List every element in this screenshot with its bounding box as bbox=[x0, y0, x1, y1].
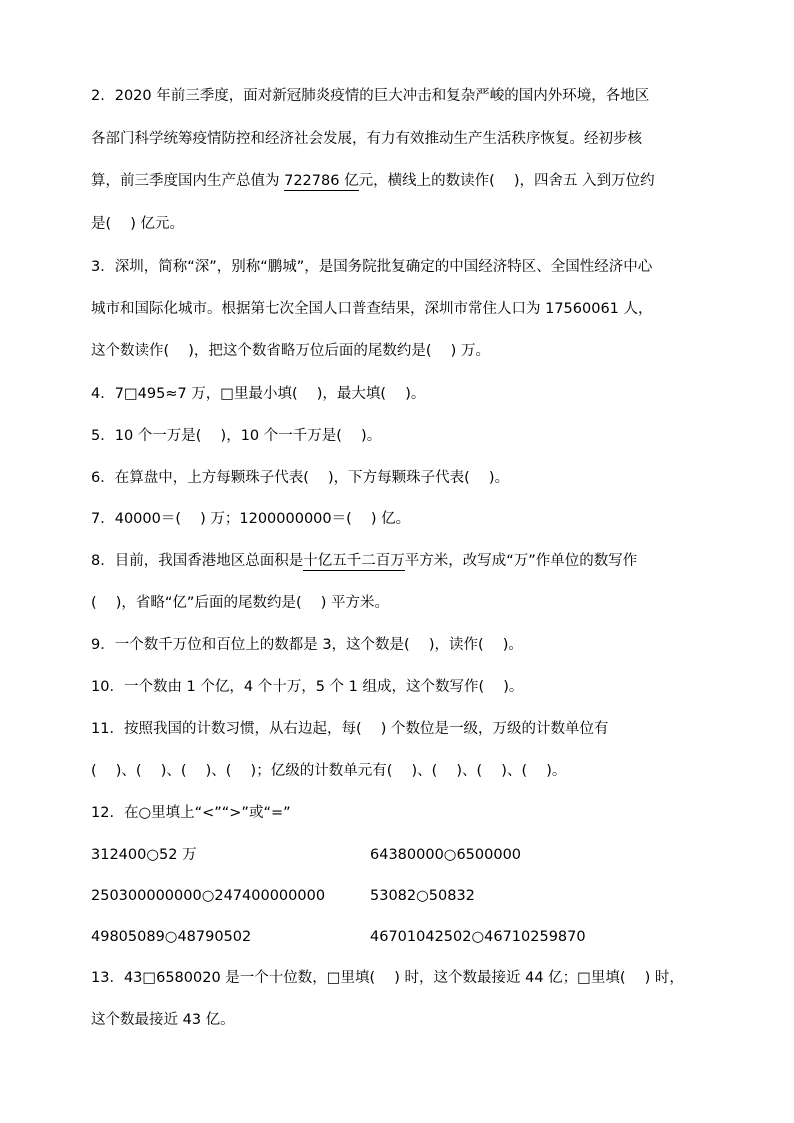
q3-line-2: 城市和国际化城市。根据第七次全国人口普查结果，深圳市常住人口为 17560061 人， bbox=[91, 301, 653, 317]
q8-underlined-number: 十亿五千二百万 bbox=[303, 553, 405, 569]
q12-item: 250300000000○247400000000 bbox=[91, 888, 326, 904]
q2-text-before: 算，前三季度国内生产总值为 bbox=[91, 173, 285, 189]
q3-line-3: 这个数读作( )，把这个数省略万位后面的尾数约是( ) 万。 bbox=[91, 343, 490, 359]
q8-line-1 bbox=[91, 551, 637, 571]
q8-line-2: ( )，省略“亿”后面的尾数约是( ) 平方米。 bbox=[91, 595, 389, 611]
q2-line-1: 2．2020 年前三季度，面对新冠肺炎疫情的巨大冲击和复杂严峻的国内外环境，各地区 bbox=[91, 88, 650, 104]
q2-line-4: 是( ) 亿元。 bbox=[91, 216, 185, 232]
q2-line-2: 各部门科学统筹疫情防控和经济社会发展，有力有效推动生产生活秩序恢复。经初步核 bbox=[91, 131, 642, 147]
q12-item: 49805089○48790502 bbox=[91, 929, 252, 945]
q5-line: 5．10 个一万是( )，10 个一千万是( )。 bbox=[91, 428, 382, 444]
q8-text-before: 8．目前，我国香港地区总面积是 bbox=[91, 553, 304, 569]
q13-line-2: 这个数最接近 43 亿。 bbox=[91, 1012, 235, 1028]
q6-line: 6．在算盘中，上方每颗珠子代表( )，下方每颗珠子代表( )。 bbox=[91, 470, 510, 486]
q12-item: 312400○52 万 bbox=[91, 847, 197, 863]
q12-prompt: 12．在○里填上“<”“>”或“=” bbox=[91, 805, 291, 821]
q2-line-3 bbox=[91, 171, 655, 191]
q2-underlined-number: 722786 亿 bbox=[284, 173, 359, 189]
q9-line: 9．一个数千万位和百位上的数都是 3，这个数是( )，读作( )。 bbox=[91, 637, 523, 653]
q4-line: 4．7□495≈7 万，□里最小填( )，最大填( )。 bbox=[91, 386, 426, 402]
q11-line-1: 11．按照我国的计数习惯，从右边起，每( ) 个数位是一级，万级的计数单位有 bbox=[91, 721, 609, 737]
q12-item: 64380000○6500000 bbox=[370, 847, 522, 863]
q12-item: 53082○50832 bbox=[370, 888, 475, 904]
q13-line-1: 13．43□6580020 是一个十位数，□里填( ) 时，这个数最接近 44 亿；□里填( ) 时， bbox=[91, 970, 684, 986]
q7-line: 7．40000＝( ) 万；1200000000＝( ) 亿。 bbox=[91, 511, 411, 527]
q2-text-after: 元，横线上的数读作( )，四舍五 入到万位约 bbox=[358, 173, 655, 189]
q3-line-1: 3．深圳，简称“深”，别称“鹏城”，是国务院批复确定的中国经济特区、全国性经济中心 bbox=[91, 259, 653, 275]
q11-line-2: ( )、( )、( )、( )；亿级的计数单元有( )、( )、( )、( )。 bbox=[91, 763, 567, 779]
q8-text-after: 平方米，改写成“万”作单位的数写作 bbox=[404, 553, 638, 569]
q12-item: 46701042502○46710259870 bbox=[370, 929, 586, 945]
q10-line: 10．一个数由 1 个亿，4 个十万，5 个 1 组成，这个数写作( )。 bbox=[91, 679, 524, 695]
